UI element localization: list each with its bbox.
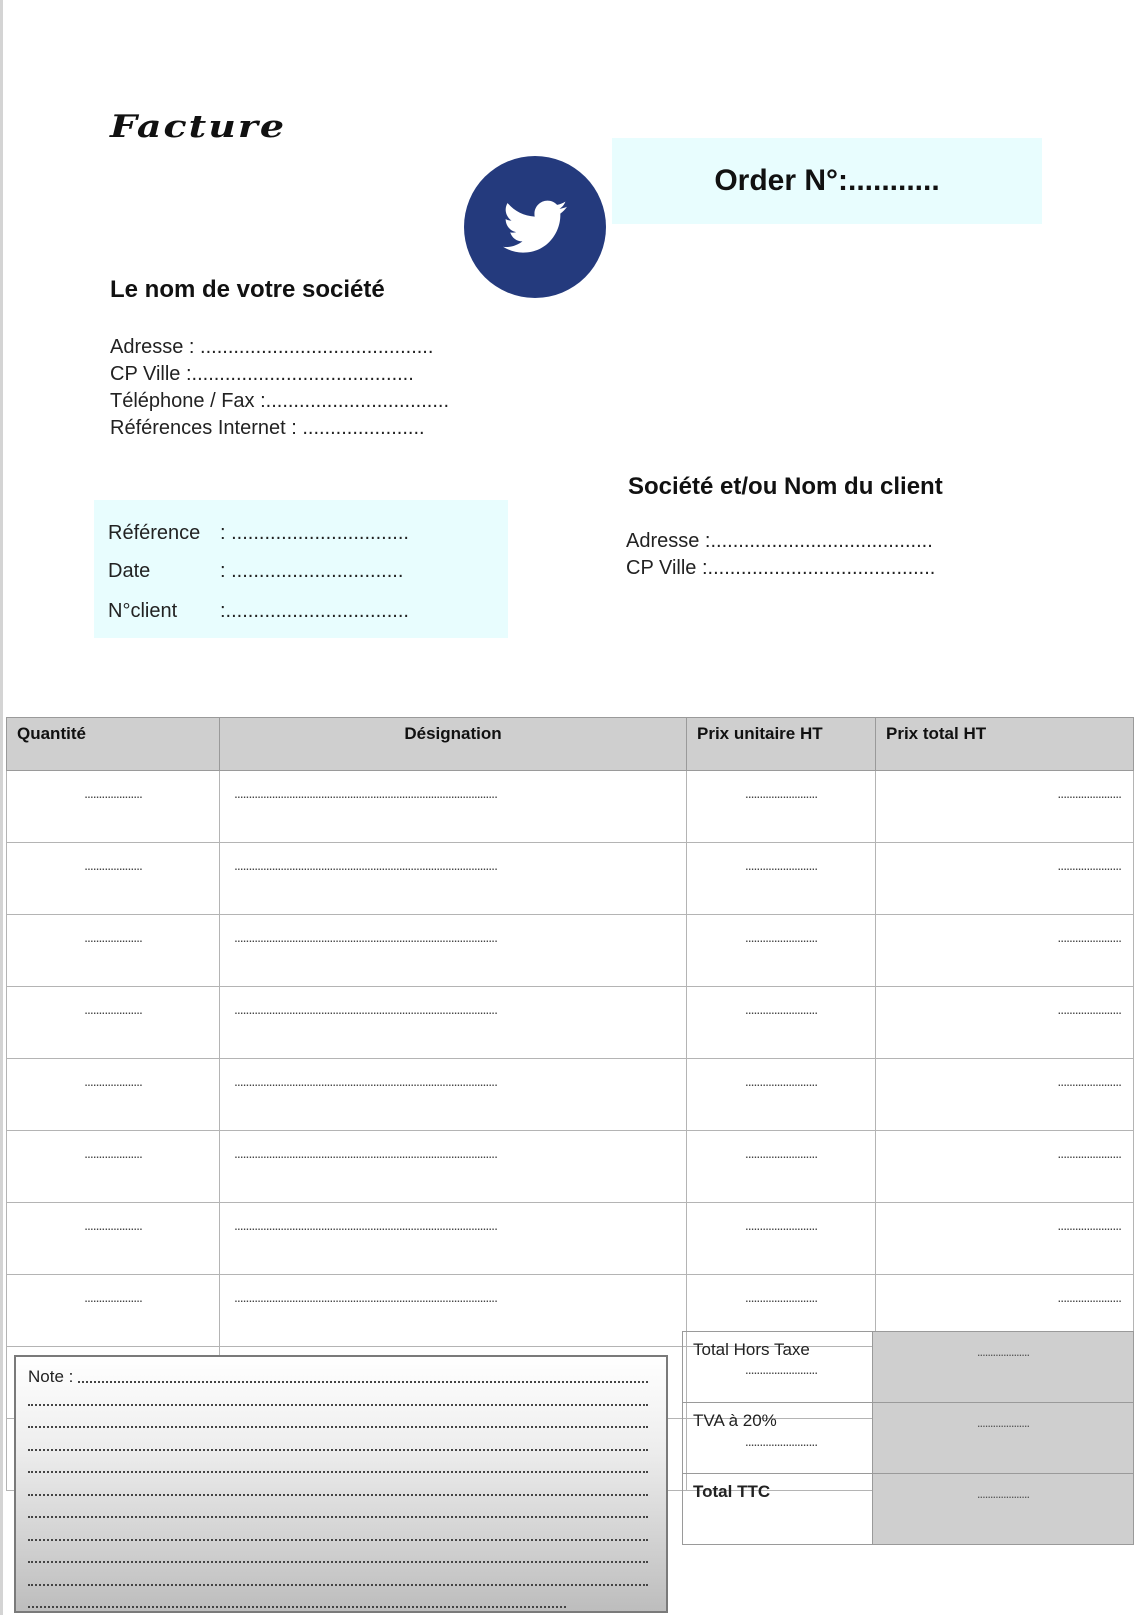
note-dotted-line	[28, 1606, 566, 1608]
cell-quantity: ....................	[7, 987, 220, 1059]
page-edge	[0, 0, 3, 1615]
cell-designation: ...........................................................................................	[220, 915, 687, 987]
cell-total-price: ......................	[876, 771, 1134, 843]
cell-total-price: ......................	[876, 987, 1134, 1059]
cell-total-price: ......................	[876, 1275, 1134, 1347]
cell-unit-price: .........................	[687, 771, 876, 843]
cell-unit-price: .........................	[687, 1419, 876, 1491]
date-label: Date	[108, 560, 151, 582]
cell-quantity: ....................	[7, 1059, 220, 1131]
note-label: Note :	[28, 1367, 74, 1386]
cell-designation: ...........................................................................................	[220, 1203, 687, 1275]
table-row	[7, 915, 1134, 987]
total-ht-label: Total Hors Taxe	[683, 1332, 873, 1403]
cell-designation: ...........................................................................................	[220, 987, 687, 1059]
header-unit-price: Prix unitaire HT	[687, 718, 876, 771]
cell-total-price: ......................	[876, 1203, 1134, 1275]
header-designation: Désignation	[220, 718, 687, 771]
cell-designation: ...........................................................................................	[220, 1131, 687, 1203]
vat-row	[683, 1403, 1134, 1474]
cell-designation: ...........................................................................................	[220, 1059, 687, 1131]
total-ttc-label: Total TTC	[683, 1474, 873, 1545]
cell-quantity: ....................	[7, 915, 220, 987]
company-logo	[464, 156, 606, 298]
note-dotted-line	[28, 1561, 648, 1563]
totals-table	[682, 1331, 1134, 1545]
reference-label: Référence	[108, 522, 201, 544]
cell-total-price: ......................	[876, 1059, 1134, 1131]
note-dotted-line	[28, 1426, 648, 1428]
company-internet-line: Références Internet : ......................	[110, 417, 425, 439]
cell-quantity: ....................	[7, 1275, 220, 1347]
table-row	[7, 987, 1134, 1059]
reference-row	[108, 522, 409, 545]
note-dotted-line	[28, 1584, 648, 1586]
cell-quantity: ....................	[7, 1131, 220, 1203]
cell-unit-price: .........................	[687, 1131, 876, 1203]
company-phone-line: Téléphone / Fax :.................................	[110, 390, 450, 412]
items-header-row	[7, 718, 1134, 771]
reference-box	[94, 500, 508, 638]
header-quantity: Quantité	[7, 718, 220, 771]
client-number-value: :.................................	[220, 600, 409, 622]
cell-total-price: ......................	[876, 915, 1134, 987]
note-dotted-line	[28, 1539, 648, 1541]
cell-quantity: ....................	[7, 771, 220, 843]
note-box	[14, 1355, 668, 1613]
table-row	[7, 771, 1134, 843]
order-number-box	[612, 138, 1042, 224]
client-address-line: Adresse :........................................	[626, 530, 933, 552]
note-dotted-line	[28, 1494, 648, 1496]
company-address-line: Adresse : ..........................................	[110, 336, 434, 358]
cell-designation: ...........................................................................................	[220, 843, 687, 915]
client-number-row	[108, 600, 409, 623]
cell-quantity: ....................	[7, 1203, 220, 1275]
total-ht-value: ....................	[873, 1332, 1134, 1403]
company-city-line: CP Ville :........................................	[110, 363, 414, 385]
client-city-line: CP Ville :.........................................	[626, 557, 936, 579]
header-total-price: Prix total HT	[876, 718, 1134, 771]
cell-designation: ...........................................................................................	[220, 1275, 687, 1347]
total-ttc-value: ....................	[873, 1474, 1134, 1545]
cell-unit-price: .........................	[687, 1059, 876, 1131]
cell-designation: ...........................................................................................	[220, 771, 687, 843]
note-dotted-line	[28, 1516, 648, 1518]
order-number-label: Order N°:...........	[714, 164, 940, 197]
cell-total-price: ......................	[876, 843, 1134, 915]
company-name: Le nom de votre société	[110, 276, 385, 303]
cell-quantity: ....................	[7, 843, 220, 915]
reference-value: : ................................	[220, 522, 409, 544]
cell-unit-price: .........................	[687, 1203, 876, 1275]
client-number-label: N°client	[108, 600, 178, 622]
date-row	[108, 560, 403, 583]
client-name: Société et/ou Nom du client	[628, 473, 943, 500]
note-dotted-line	[78, 1381, 648, 1383]
table-row	[7, 1131, 1134, 1203]
note-dotted-line	[28, 1404, 648, 1406]
cell-unit-price: .........................	[687, 1347, 876, 1419]
table-row	[7, 1059, 1134, 1131]
document-title: Facture	[110, 108, 287, 144]
cell-unit-price: .........................	[687, 987, 876, 1059]
cell-total-price: ......................	[876, 1131, 1134, 1203]
date-value: : ...............................	[220, 560, 404, 582]
cell-unit-price: .........................	[687, 1275, 876, 1347]
note-dotted-line	[28, 1449, 648, 1451]
note-dotted-line	[28, 1471, 648, 1473]
vat-value: ....................	[873, 1403, 1134, 1474]
total-ht-row	[683, 1332, 1134, 1403]
client-details	[626, 528, 935, 582]
company-details	[110, 334, 449, 442]
cell-unit-price: .........................	[687, 843, 876, 915]
twitter-bird-icon	[503, 199, 567, 255]
vat-label: TVA à 20%	[683, 1403, 873, 1474]
table-row	[7, 1203, 1134, 1275]
total-ttc-row	[683, 1474, 1134, 1545]
cell-unit-price: .........................	[687, 915, 876, 987]
table-row	[7, 843, 1134, 915]
